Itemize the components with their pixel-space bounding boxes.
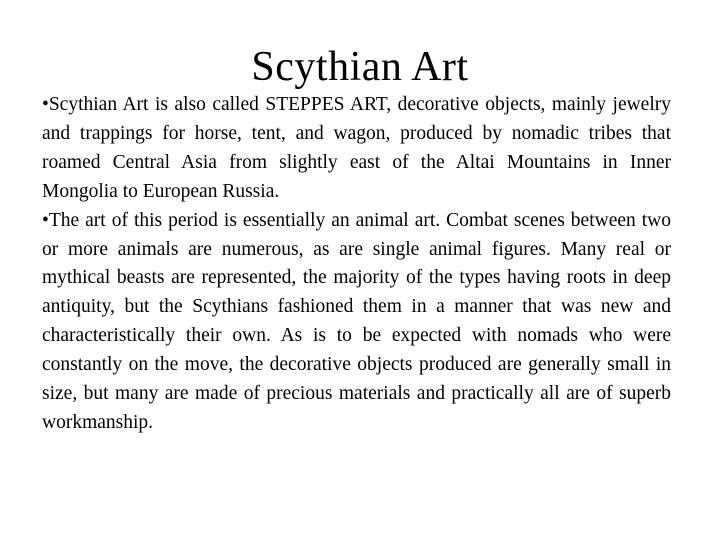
bullet-marker: • [42,94,49,115]
bullet-item-2 [42,207,671,438]
bullet-marker: • [42,209,49,231]
slide-body [42,91,671,438]
bullet-text-2: The art of this period is essentially an animal art. Combat scenes between two or more animals are numerous, as are single animal figures. Many real or mythical beasts are represented, the majority of the types having roots in deep antiquity, but the Scythians fashioned them in a manner that was new and characteristically their own. As is to be expected with nomads who were constantly on the move, the decorative objects produced are generally small in size, but many are made of precious materials and practically all are of superb workmanship. [42,209,671,433]
bullet-text-1: Scythian Art is also called STEPPES ART, decorative objects, mainly jewelry and trappings for horse, tent, and wagon, produced by nomadic tribes that roamed Central Asia from slightly east of the Altai Mountains in Inner Mongolia to European Russia. [42,94,671,202]
bullet-item-1 [42,91,671,207]
slide-title: Scythian Art [251,44,469,90]
